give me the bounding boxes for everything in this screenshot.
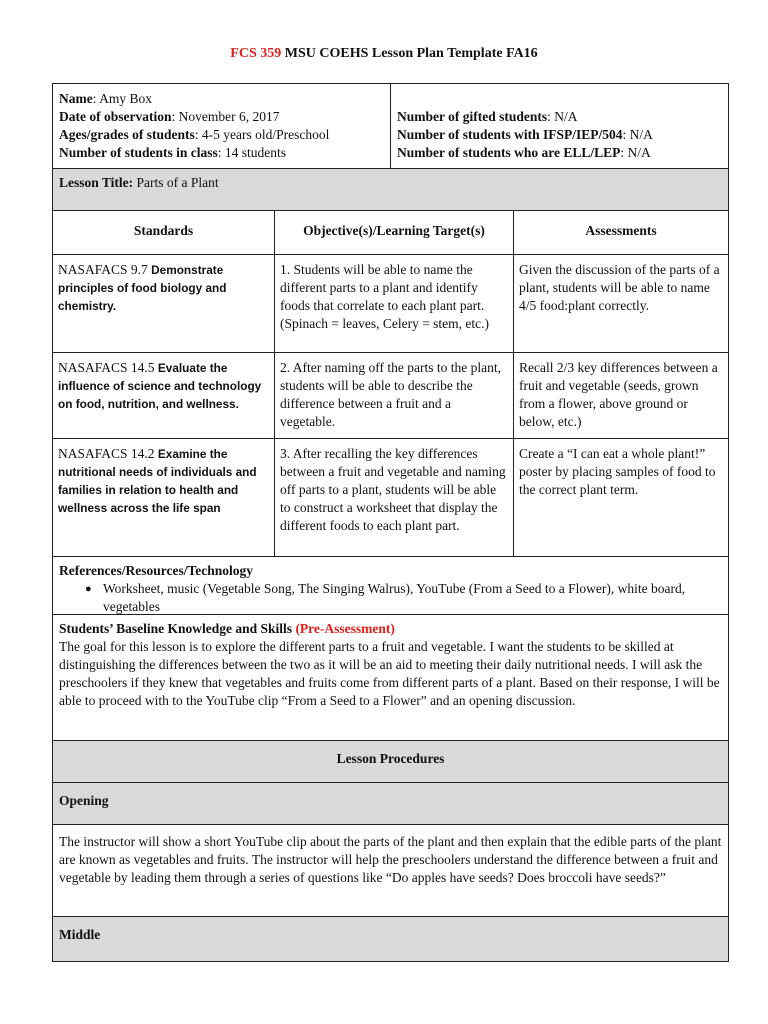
table-row (53, 439, 728, 557)
baseline-heading: Students’ Baseline Knowledge and Skills (Pre-Assessment) (59, 621, 395, 636)
standards-table-header (53, 211, 728, 255)
table-row (53, 255, 728, 353)
observation-date: Date of observation: November 6, 2017 (59, 109, 280, 124)
student-count: Number of students in class: 14 students (59, 145, 287, 160)
opening-text: The instructor will show a short YouTube clip about the parts of the plant and then explain that the edible parts of the plant are known as vegetables and fruits. The instructor will help the preschoolers understand the difference between a fruit and vegetable by leading them through a series of questions like “Do apples have seeds? Does broccoli have seeds?” (53, 825, 728, 917)
header-objectives: Objective(s)/Learning Target(s) (275, 211, 514, 254)
pre-assessment-tag: (Pre-Assessment) (295, 621, 395, 636)
document-title (0, 46, 768, 62)
course-code: FCS 359 (230, 46, 282, 61)
procedures-heading: Lesson Procedures (53, 741, 728, 783)
student-ages: Ages/grades of students: 4-5 years old/Preschool (59, 127, 330, 142)
standard-cell: NASAFACS 14.5 Evaluate the influence of science and technology on food, nutrition, and wellness. (53, 353, 275, 438)
assessment-cell: Recall 2/3 key differences between a fruit and vegetable (seeds, grown from a flower, above ground or below, etc.) (519, 360, 718, 429)
standard-cell: NASAFACS 9.7 Demonstrate principles of food biology and chemistry. (53, 255, 275, 352)
middle-heading: Middle (53, 917, 728, 961)
list-item: ● Worksheet, music (Vegetable Song, The Singing Walrus), YouTube (From a Seed to a Flower), white board, vegetables (85, 581, 686, 614)
assessment-cell: Given the discussion of the parts of a plant, students will be able to name 4/5 food:plant correctly. (519, 262, 720, 313)
info-right (391, 84, 728, 168)
header-standards: Standards (53, 211, 275, 254)
opening-heading: Opening (53, 783, 728, 825)
template-title: MSU COEHS Lesson Plan Template FA16 (281, 46, 538, 61)
objective-cell: 1. Students will be able to name the different parts to a plant and identify foods that correlate to each plant part. (Spinach = leaves, Celery = stem, etc.) (275, 255, 514, 352)
info-section (53, 84, 728, 169)
objective-cell: 3. After recalling the key differences between a fruit and vegetable and naming off parts to a plant, students will be able to construct a worksheet that display the different foods to each plant part. (275, 439, 514, 556)
gifted-count: Number of gifted students: N/A (397, 109, 578, 124)
baseline-section (53, 615, 728, 741)
ifsp-count: Number of students with IFSP/IEP/504: N/A (397, 127, 653, 142)
assessment-cell: Create a “I can eat a whole plant!” poster by placing samples of food to the correct plant term. (519, 446, 716, 497)
references-list (59, 580, 722, 616)
lesson-plan-form (52, 83, 729, 962)
references-section (53, 557, 728, 615)
lesson-title: Lesson Title: Parts of a Plant (53, 169, 728, 211)
objective-cell: 2. After naming off the parts to the plant, students will be able to describe the difference between a fruit and a vegetable. (275, 353, 514, 438)
bullet-icon: ● (85, 583, 92, 595)
baseline-text: The goal for this lesson is to explore the different parts to a fruit and vegetable. I want the students to be skilled at distinguishing the differences between the two as it will be an aid to meeting their daily nutritional needs. I will ask the preschoolers if they knew that vegetables and fruits come from different parts of a plant. Based on their response, I will be able to proceed with to the YouTube clip “From a Seed to a Flower” and an opening discussion. (59, 639, 720, 708)
references-heading: References/Resources/Technology (59, 563, 253, 578)
ell-count: Number of students who are ELL/LEP: N/A (397, 145, 651, 160)
table-row (53, 353, 728, 439)
info-left (53, 84, 391, 168)
standard-cell: NASAFACS 14.2 Examine the nutritional needs of individuals and families in relation to health and wellness across the life span (53, 439, 275, 556)
header-assessments: Assessments (585, 223, 657, 238)
teacher-name: Name: Amy Box (59, 91, 153, 106)
